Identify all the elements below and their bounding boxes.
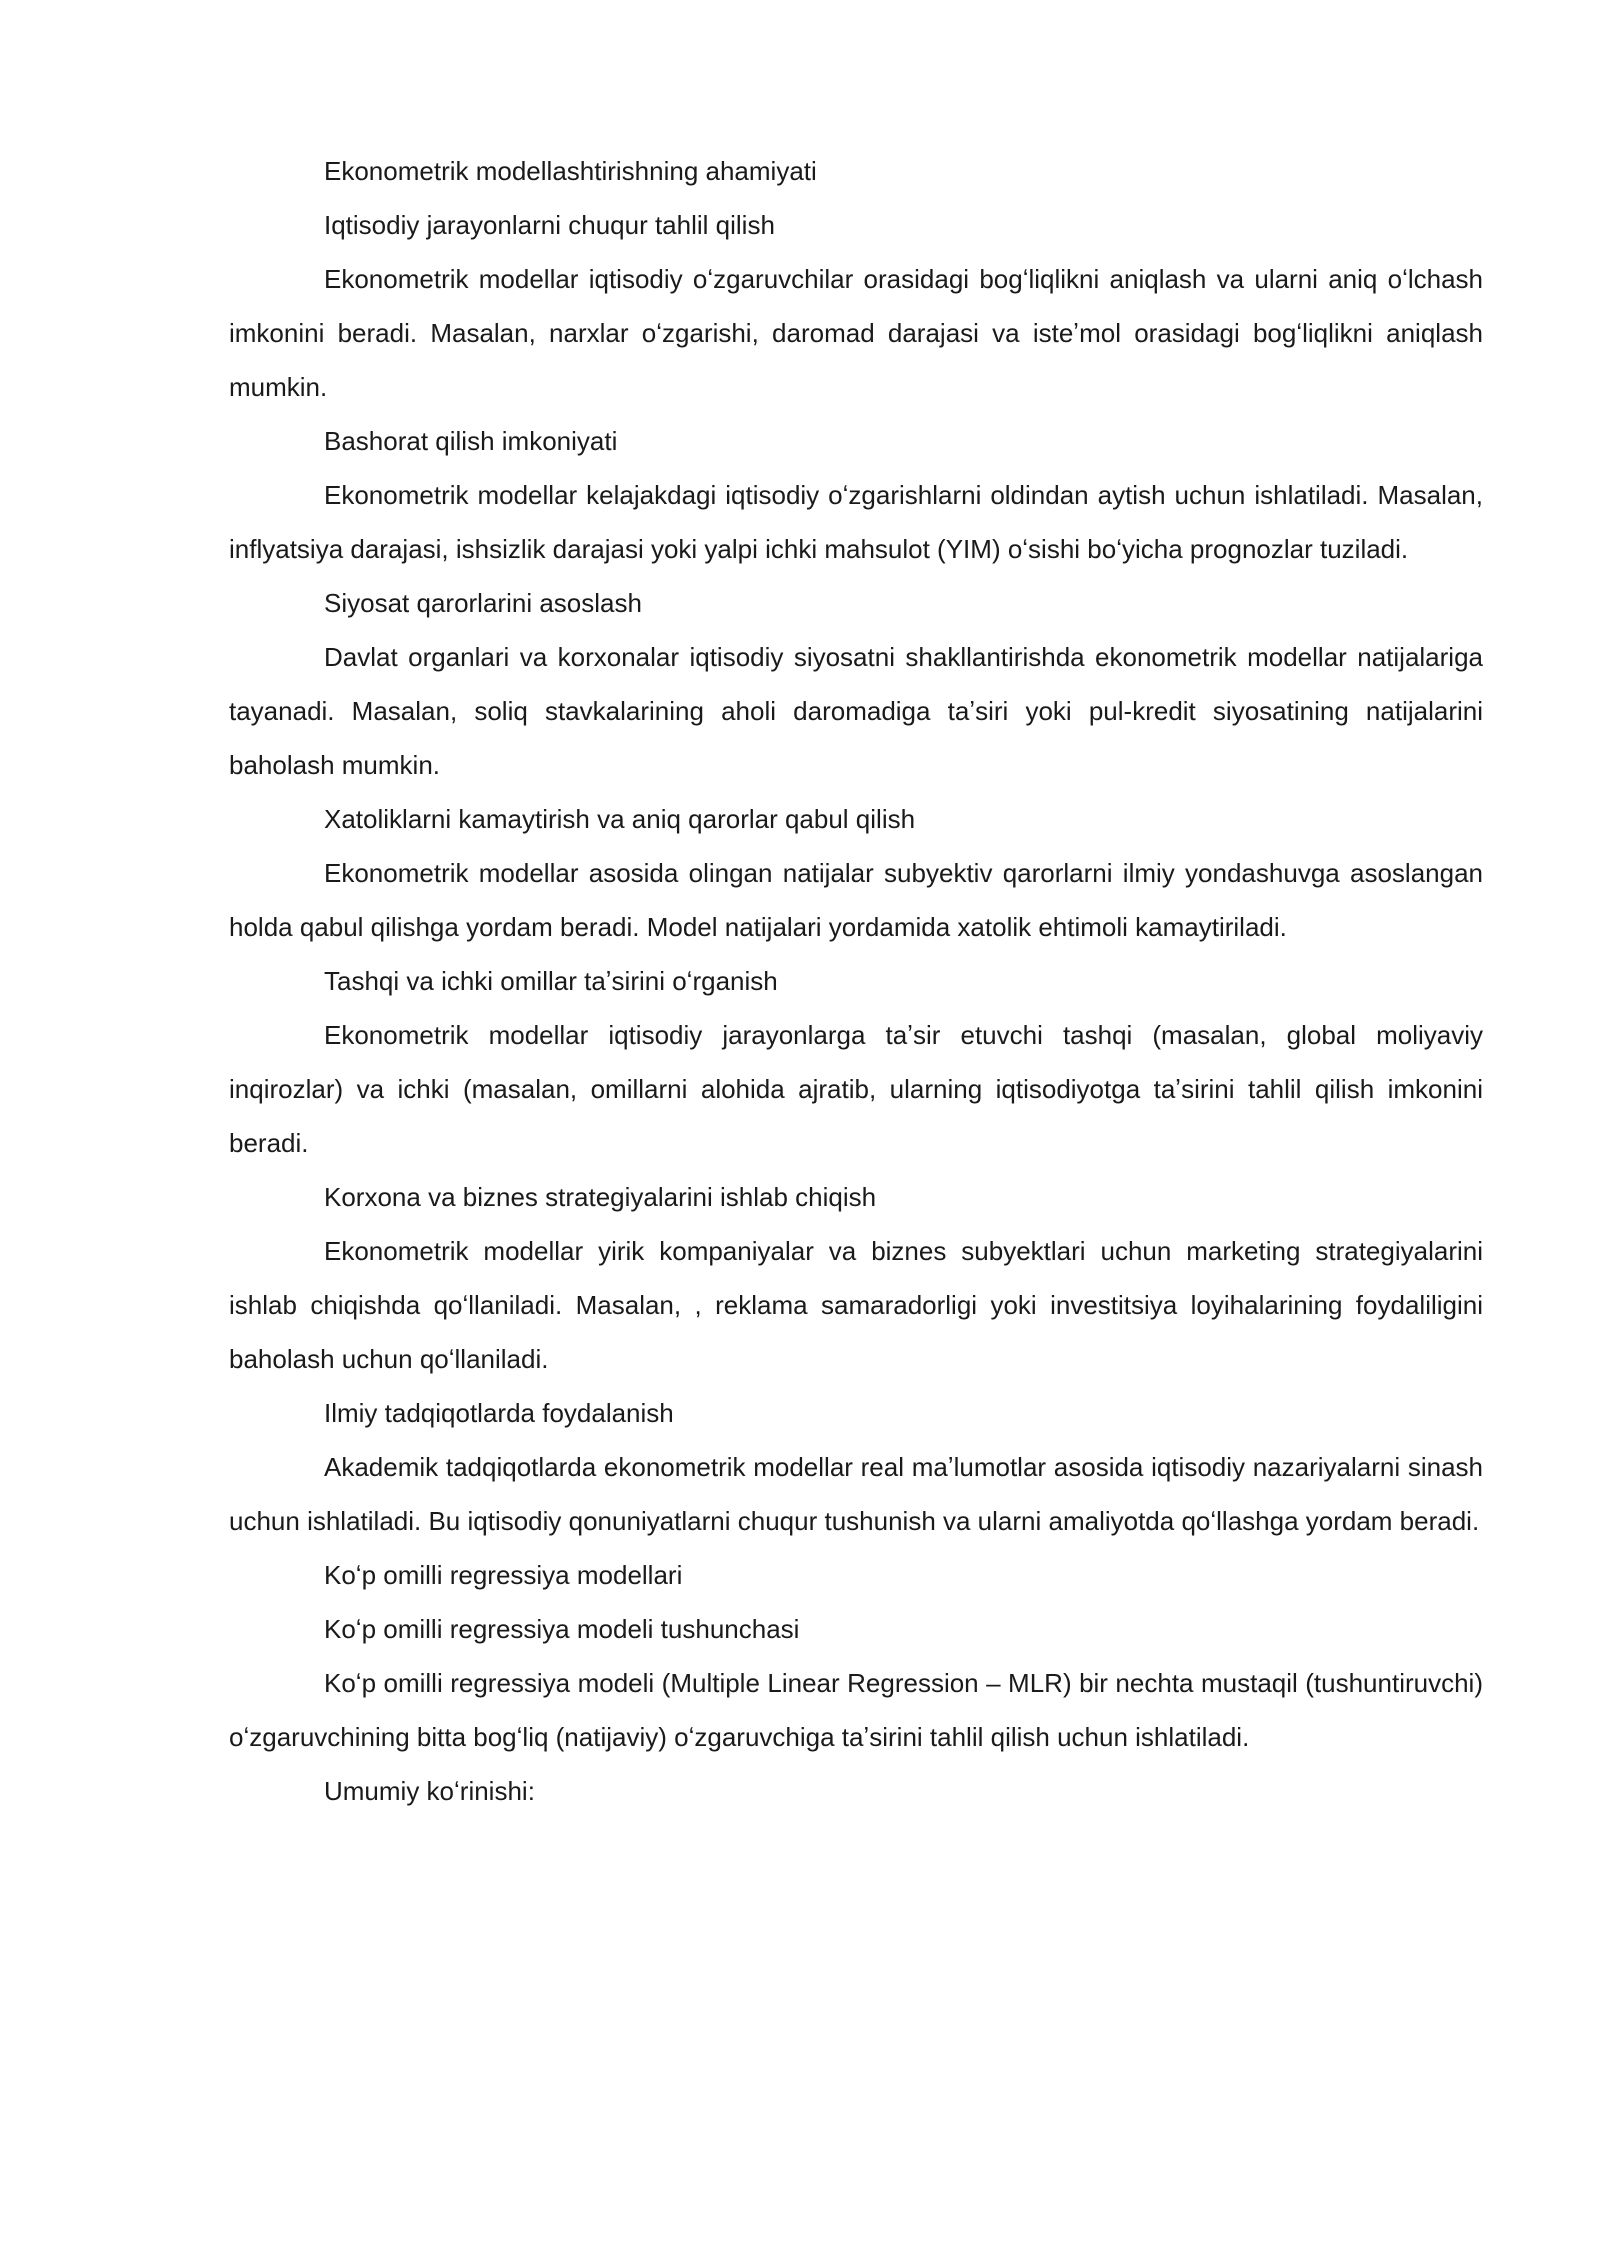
section-heading: Tashqi va ichki omillar taʼsirini oʻrganish <box>324 966 778 996</box>
body-paragraph: Ekonometrik modellar asosida olingan natijalar subyektiv qarorlarni ilmiy yondashuvga asoslangan holda qabul qilishga yordam beradi. Model natijalari yordamida xatolik ehtimoli kamaytiriladi. <box>229 858 1483 942</box>
section-heading: Ekonometrik modellashtirishning ahamiyati <box>324 156 817 186</box>
section-heading: Xatoliklarni kamaytirish va aniq qarorlar qabul qilish <box>324 804 916 834</box>
body-paragraph: Koʻp omilli regressiya modeli (Multiple Linear Regression – MLR) bir nechta mustaqil (tushuntiruvchi) oʻzgaruvchining bitta bogʻliq (natijaviy) oʻzgaruvchiga taʼsirini tahlil qilish uchun ishlatiladi. <box>229 1668 1483 1752</box>
section-heading: Iqtisodiy jarayonlarni chuqur tahlil qilish <box>324 210 775 240</box>
body-paragraph: Ekonometrik modellar iqtisodiy jarayonlarga taʼsir etuvchi tashqi (masalan, global moliyaviy inqirozlar) va ichki (masalan, omillarni alohida ajratib, ularning iqtisodiyotga taʼsirini tahlil qilish imkonini beradi. <box>229 1020 1483 1158</box>
section-heading: Koʻp omilli regressiya modellari <box>324 1560 683 1590</box>
section-heading: Korxona va biznes strategiyalarini ishlab chiqish <box>324 1182 877 1212</box>
body-paragraph: Akademik tadqiqotlarda ekonometrik modellar real maʼlumotlar asosida iqtisodiy nazariyalarni sinash uchun ishlatiladi. Bu iqtisodiy qonuniyatlarni chuqur tushunish va ularni amaliyotda qoʻllashga yordam beradi. <box>229 1452 1483 1536</box>
section-heading: Siyosat qarorlarini asoslash <box>324 588 642 618</box>
section-heading: Ilmiy tadqiqotlarda foydalanish <box>324 1398 674 1428</box>
body-paragraph: Ekonometrik modellar yirik kompaniyalar va biznes subyektlari uchun marketing strategiyalarini ishlab chiqishda qoʻllaniladi. Masalan, , reklama samaradorligi yoki investitsiya loyihalarining foydaliligini baholash uchun qoʻllaniladi. <box>229 1236 1483 1374</box>
body-paragraph: Ekonometrik modellar kelajakdagi iqtisodiy oʻzgarishlarni oldindan aytish uchun ishlatiladi. Masalan, inflyatsiya darajasi, ishsizlik darajasi yoki yalpi ichki mahsulot (YIM) oʻsishi boʻyicha prognozlar tuziladi. <box>229 480 1483 564</box>
body-paragraph: Ekonometrik modellar iqtisodiy oʻzgaruvchilar orasidagi bogʻliqlikni aniqlash va ularni aniq oʻlchash imkonini beradi. Masalan, narxlar oʻzgarishi, daromad darajasi va isteʼmol orasidagi bogʻliqlikni aniqlash mumkin. <box>229 264 1483 402</box>
section-heading: Umumiy koʻrinishi: <box>324 1776 535 1806</box>
body-paragraph: Davlat organlari va korxonalar iqtisodiy siyosatni shakllantirishda ekonometrik modellar natijalariga tayanadi. Masalan, soliq stavkalarining aholi daromadiga taʼsiri yoki pul-kredit siyosatining natijalarini baholash mumkin. <box>229 642 1483 780</box>
section-heading: Bashorat qilish imkoniyati <box>324 426 618 456</box>
section-heading: Koʻp omilli regressiya modeli tushunchasi <box>324 1614 800 1644</box>
document-body <box>229 144 1483 1818</box>
